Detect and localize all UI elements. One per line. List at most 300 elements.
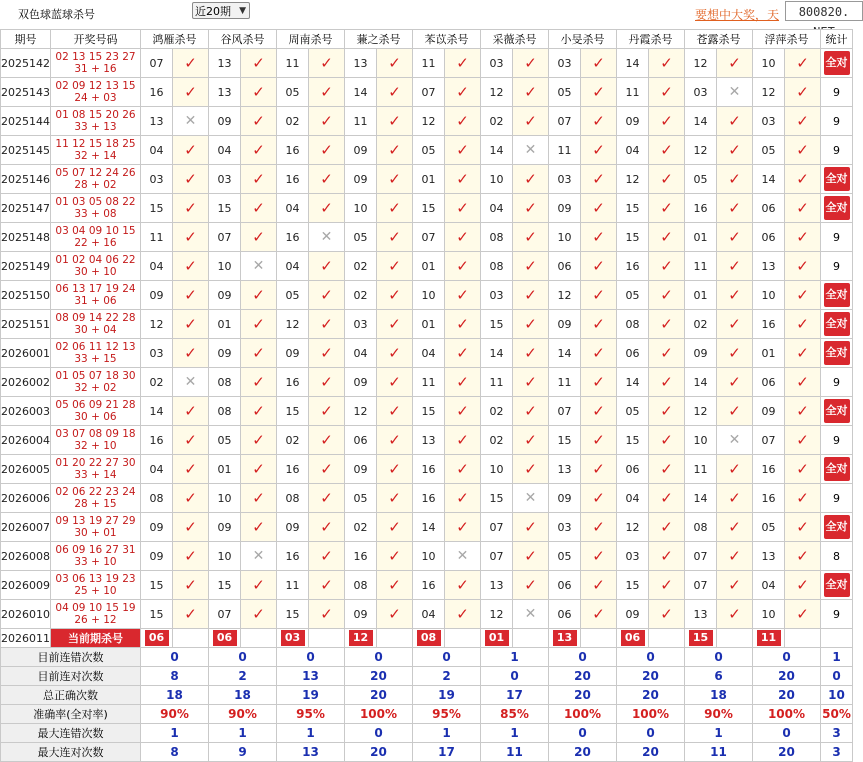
stat-cell — [821, 368, 853, 397]
draw-numbers-cell — [51, 107, 141, 136]
plus-sign: + — [87, 208, 104, 220]
stats-value: 0 — [753, 648, 821, 667]
check-icon: ✓ — [592, 576, 605, 594]
result-cell — [717, 194, 753, 223]
stat-cell — [821, 49, 853, 78]
column-header: 期号 — [1, 30, 51, 49]
result-cell — [241, 252, 277, 281]
draw-numbers-cell — [51, 571, 141, 600]
check-icon: ✓ — [660, 344, 673, 362]
check-icon: ✓ — [456, 460, 469, 478]
plus-sign: + — [87, 498, 104, 510]
check-icon: ✓ — [388, 286, 401, 304]
check-icon: ✓ — [796, 431, 809, 449]
kill-number-cell: 04 — [413, 600, 445, 629]
result-cell — [717, 600, 753, 629]
kill-number-cell: 09 — [209, 281, 241, 310]
result-cell — [309, 397, 345, 426]
check-icon: ✓ — [252, 576, 265, 594]
stats-value: 13 — [277, 667, 345, 686]
stats-value: 20 — [617, 686, 685, 705]
check-icon: ✓ — [660, 257, 673, 275]
kill-number-cell: 12 — [685, 397, 717, 426]
stats-value: 20 — [345, 743, 413, 762]
blue-ball: 02 — [103, 382, 117, 394]
kill-number-cell: 15 — [141, 600, 173, 629]
check-icon: ✓ — [796, 141, 809, 159]
kill-number-cell: 03 — [549, 49, 581, 78]
result-cell — [241, 600, 277, 629]
column-header: 蒹之杀号 — [345, 30, 413, 49]
check-icon: ✓ — [252, 112, 265, 130]
current-kill-number: 06 — [145, 630, 169, 646]
kill-number-cell: 05 — [685, 165, 717, 194]
result-cell — [717, 78, 753, 107]
period-cell: 2026007 — [1, 513, 51, 542]
check-icon: ✓ — [524, 344, 537, 362]
stat-cell — [821, 165, 853, 194]
result-cell — [513, 542, 549, 571]
result-cell — [445, 78, 481, 107]
check-icon: ✓ — [252, 373, 265, 391]
correct-count: 9 — [833, 491, 840, 505]
check-icon: ✓ — [592, 199, 605, 217]
result-cell — [309, 78, 345, 107]
stats-value: 9 — [209, 743, 277, 762]
result-cell — [241, 136, 277, 165]
kill-number-cell: 12 — [617, 513, 649, 542]
kill-number-cell: 09 — [209, 107, 241, 136]
kill-number-cell: 16 — [413, 571, 445, 600]
promo-marquee-link[interactable]: 要想中大奖，天 — [695, 8, 780, 22]
stat-cell — [821, 107, 853, 136]
result-cell — [173, 78, 209, 107]
result-cell — [785, 600, 821, 629]
plus-sign: + — [87, 527, 104, 539]
current-kill-number: 12 — [349, 630, 373, 646]
result-cell — [513, 484, 549, 513]
result-cell — [513, 194, 549, 223]
current-kill-cell — [277, 629, 309, 648]
kill-number-cell: 13 — [209, 78, 241, 107]
stats-value: 95% — [413, 705, 481, 724]
kill-number-cell: 12 — [617, 165, 649, 194]
check-icon: ✓ — [728, 170, 741, 188]
blue-ball: 06 — [103, 295, 117, 307]
result-cell — [513, 339, 549, 368]
red-balls: 02 09 12 13 15 24 — [55, 80, 136, 104]
stats-value: 20 — [617, 743, 685, 762]
check-icon: ✓ — [660, 489, 673, 507]
kill-number-cell: 10 — [209, 484, 241, 513]
kill-number-cell: 16 — [685, 194, 717, 223]
check-icon: ✓ — [388, 605, 401, 623]
kill-number-cell: 08 — [685, 513, 717, 542]
stats-value: 1 — [277, 724, 345, 743]
check-icon: ✓ — [320, 431, 333, 449]
stats-label: 总正确次数 — [1, 686, 141, 705]
column-header: 周南杀号 — [277, 30, 345, 49]
kill-number-cell: 02 — [481, 397, 513, 426]
result-cell — [309, 513, 345, 542]
result-cell — [581, 310, 617, 339]
stats-value: 90% — [685, 705, 753, 724]
table-row — [1, 339, 853, 368]
stats-value: 0 — [617, 648, 685, 667]
red-balls: 03 07 08 09 18 32 — [55, 428, 136, 452]
stats-value: 0 — [481, 667, 549, 686]
column-header: 苯苡杀号 — [413, 30, 481, 49]
kill-number-cell: 12 — [481, 78, 513, 107]
stats-label: 最大连对次数 — [1, 743, 141, 762]
kill-number-cell: 03 — [549, 165, 581, 194]
kill-number-cell: 07 — [481, 542, 513, 571]
kill-number-cell: 05 — [617, 281, 649, 310]
draw-numbers-cell — [51, 397, 141, 426]
red-balls: 04 09 10 15 19 26 — [55, 602, 136, 626]
check-icon: ✓ — [456, 518, 469, 536]
kill-number-cell: 05 — [277, 281, 309, 310]
current-kill-cell — [413, 629, 445, 648]
blue-ball: 10 — [103, 266, 117, 278]
current-kill-number: 06 — [213, 630, 237, 646]
result-cell — [513, 310, 549, 339]
result-cell — [241, 426, 277, 455]
kill-number-cell: 13 — [141, 107, 173, 136]
kill-number-cell: 09 — [277, 513, 309, 542]
check-icon: ✓ — [592, 257, 605, 275]
result-cell — [173, 513, 209, 542]
check-icon: ✓ — [184, 518, 197, 536]
kill-number-cell: 01 — [685, 223, 717, 252]
kill-number-cell: 03 — [141, 165, 173, 194]
check-icon: ✓ — [456, 402, 469, 420]
kill-number-cell: 09 — [209, 513, 241, 542]
result-cell — [785, 571, 821, 600]
result-cell — [649, 78, 685, 107]
stats-value: 0 — [413, 648, 481, 667]
result-cell — [309, 571, 345, 600]
result-cell — [785, 223, 821, 252]
kill-number-cell: 10 — [413, 281, 445, 310]
kill-number-cell: 15 — [617, 426, 649, 455]
kill-number-cell: 04 — [141, 252, 173, 281]
empty-cell — [513, 629, 549, 648]
result-cell — [717, 426, 753, 455]
column-header: 浮萍杀号 — [753, 30, 821, 49]
kill-number-cell: 04 — [277, 252, 309, 281]
plus-sign: + — [87, 469, 104, 481]
period-cell: 2025144 — [1, 107, 51, 136]
result-cell — [377, 165, 413, 194]
kill-number-cell: 02 — [481, 426, 513, 455]
kill-number-cell: 16 — [277, 136, 309, 165]
kill-number-cell: 16 — [345, 542, 377, 571]
check-icon: ✓ — [796, 199, 809, 217]
result-cell — [377, 194, 413, 223]
check-icon: ✓ — [796, 605, 809, 623]
result-cell — [785, 339, 821, 368]
result-cell — [649, 223, 685, 252]
correct-count: 9 — [833, 259, 840, 273]
all-correct-badge: 全对 — [824, 341, 850, 365]
kill-number-cell: 11 — [685, 455, 717, 484]
period-cell: 2025147 — [1, 194, 51, 223]
check-icon: ✓ — [456, 315, 469, 333]
kill-number-cell: 15 — [617, 223, 649, 252]
stats-value: 0 — [209, 648, 277, 667]
stats-label: 目前连对次数 — [1, 667, 141, 686]
check-icon: ✓ — [456, 170, 469, 188]
correct-count: 9 — [833, 433, 840, 447]
period-cell: 2026004 — [1, 426, 51, 455]
result-cell — [309, 426, 345, 455]
result-cell — [241, 571, 277, 600]
kill-number-cell: 06 — [753, 223, 785, 252]
stats-value: 2 — [413, 667, 481, 686]
check-icon: ✓ — [252, 460, 265, 478]
stats-value: 2 — [209, 667, 277, 686]
result-cell — [513, 49, 549, 78]
kill-number-cell: 16 — [277, 542, 309, 571]
check-icon: ✓ — [592, 460, 605, 478]
kill-number-cell: 12 — [685, 49, 717, 78]
kill-number-cell: 12 — [753, 78, 785, 107]
period-cell: 2025149 — [1, 252, 51, 281]
check-icon: ✓ — [456, 199, 469, 217]
result-cell — [717, 339, 753, 368]
plus-sign: + — [87, 150, 104, 162]
kill-number-cell: 16 — [617, 252, 649, 281]
kill-number-cell: 15 — [141, 571, 173, 600]
check-icon: ✓ — [728, 605, 741, 623]
check-icon: ✓ — [796, 112, 809, 130]
check-icon: ✓ — [184, 402, 197, 420]
period-cell: 2025145 — [1, 136, 51, 165]
column-header: 小旻杀号 — [549, 30, 617, 49]
stat-cell — [821, 78, 853, 107]
draw-numbers-cell — [51, 455, 141, 484]
stats-value: 8 — [141, 667, 209, 686]
current-kill-cell — [685, 629, 717, 648]
result-cell — [377, 339, 413, 368]
stats-row — [1, 705, 853, 724]
plus-sign: + — [87, 295, 104, 307]
kill-number-cell: 15 — [141, 194, 173, 223]
cross-icon: ✕ — [184, 113, 197, 129]
result-cell — [445, 542, 481, 571]
result-cell — [445, 281, 481, 310]
page-title: 双色球蓝球杀号 — [18, 8, 95, 21]
result-cell — [173, 49, 209, 78]
kill-number-cell: 14 — [685, 368, 717, 397]
blue-ball: 04 — [103, 324, 117, 336]
current-kill-cell — [209, 629, 241, 648]
result-cell — [173, 165, 209, 194]
result-cell — [241, 78, 277, 107]
result-cell — [445, 426, 481, 455]
kill-number-cell: 04 — [209, 136, 241, 165]
check-icon: ✓ — [184, 460, 197, 478]
check-icon: ✓ — [796, 315, 809, 333]
check-icon: ✓ — [320, 605, 333, 623]
result-cell — [377, 49, 413, 78]
check-icon: ✓ — [252, 344, 265, 362]
table-row — [1, 455, 853, 484]
draw-numbers-cell — [51, 49, 141, 78]
table-row — [1, 223, 853, 252]
kill-number-cell: 14 — [685, 107, 717, 136]
result-cell — [581, 542, 617, 571]
check-icon: ✓ — [592, 83, 605, 101]
result-cell — [581, 397, 617, 426]
check-icon: ✓ — [184, 228, 197, 246]
result-cell — [785, 310, 821, 339]
kill-number-cell: 10 — [481, 165, 513, 194]
result-cell — [649, 542, 685, 571]
current-kill-number: 13 — [553, 630, 577, 646]
period-cell: 2026002 — [1, 368, 51, 397]
kill-number-cell: 03 — [617, 542, 649, 571]
red-balls: 01 03 05 08 22 33 — [55, 196, 136, 220]
kill-number-cell: 05 — [753, 513, 785, 542]
draw-numbers-cell — [51, 513, 141, 542]
kill-number-cell: 16 — [277, 368, 309, 397]
result-cell — [445, 136, 481, 165]
check-icon: ✓ — [388, 54, 401, 72]
stat-cell — [821, 542, 853, 571]
blue-ball: 10 — [103, 585, 117, 597]
kill-number-cell: 15 — [277, 600, 309, 629]
kill-number-cell: 07 — [141, 49, 173, 78]
kill-number-cell: 14 — [549, 339, 581, 368]
check-icon: ✓ — [184, 286, 197, 304]
check-icon: ✓ — [524, 54, 537, 72]
result-cell — [649, 194, 685, 223]
check-icon: ✓ — [728, 199, 741, 217]
result-cell — [377, 107, 413, 136]
check-icon: ✓ — [320, 489, 333, 507]
check-icon: ✓ — [728, 373, 741, 391]
result-cell — [717, 484, 753, 513]
result-cell — [649, 571, 685, 600]
check-icon: ✓ — [728, 257, 741, 275]
check-icon: ✓ — [456, 257, 469, 275]
result-cell — [309, 223, 345, 252]
kill-number-cell: 10 — [753, 49, 785, 78]
result-cell — [445, 455, 481, 484]
period-cell: 2026010 — [1, 600, 51, 629]
result-cell — [377, 542, 413, 571]
result-cell — [173, 339, 209, 368]
result-cell — [513, 252, 549, 281]
red-balls: 01 08 15 20 26 33 — [55, 109, 136, 133]
current-kill-number: 06 — [621, 630, 645, 646]
stats-value: 20 — [753, 686, 821, 705]
check-icon: ✓ — [184, 199, 197, 217]
table-row — [1, 542, 853, 571]
red-balls: 03 04 09 10 15 22 — [55, 225, 136, 249]
kill-number-cell: 03 — [753, 107, 785, 136]
kill-number-cell: 01 — [413, 165, 445, 194]
kill-number-cell: 09 — [617, 600, 649, 629]
kill-number-cell: 14 — [345, 78, 377, 107]
result-cell — [445, 107, 481, 136]
result-cell — [241, 397, 277, 426]
blue-ball: 15 — [103, 498, 117, 510]
result-cell — [785, 368, 821, 397]
stats-value: 3 — [821, 743, 853, 762]
result-cell — [377, 136, 413, 165]
stats-row — [1, 667, 853, 686]
result-cell — [581, 223, 617, 252]
kill-number-cell: 09 — [345, 165, 377, 194]
result-cell — [173, 281, 209, 310]
result-cell — [241, 455, 277, 484]
period-range-select[interactable] — [192, 2, 250, 19]
current-kill-cell — [753, 629, 785, 648]
stats-value: 95% — [277, 705, 345, 724]
result-cell — [785, 455, 821, 484]
kill-number-cell: 06 — [753, 368, 785, 397]
kill-number-cell: 11 — [345, 107, 377, 136]
kill-number-cell: 13 — [753, 252, 785, 281]
kill-number-cell: 02 — [345, 513, 377, 542]
result-cell — [173, 542, 209, 571]
check-icon: ✓ — [796, 547, 809, 565]
stats-row — [1, 686, 853, 705]
check-icon: ✓ — [524, 547, 537, 565]
correct-count: 9 — [833, 114, 840, 128]
result-cell — [785, 542, 821, 571]
result-cell — [581, 49, 617, 78]
all-correct-badge: 全对 — [824, 167, 850, 191]
stats-value: 11 — [685, 743, 753, 762]
kill-number-cell: 12 — [685, 136, 717, 165]
check-icon: ✓ — [660, 54, 673, 72]
kill-number-cell: 03 — [345, 310, 377, 339]
result-cell — [649, 368, 685, 397]
result-cell — [785, 513, 821, 542]
check-icon: ✓ — [524, 402, 537, 420]
kill-number-cell: 03 — [481, 49, 513, 78]
all-correct-badge: 全对 — [824, 515, 850, 539]
plus-sign: + — [87, 63, 104, 75]
result-cell — [649, 252, 685, 281]
empty-cell — [309, 629, 345, 648]
result-cell — [377, 281, 413, 310]
check-icon: ✓ — [184, 54, 197, 72]
result-cell — [785, 107, 821, 136]
stats-value: 0 — [345, 648, 413, 667]
check-icon: ✓ — [660, 199, 673, 217]
current-kill-number: 11 — [757, 630, 781, 646]
check-icon: ✓ — [184, 170, 197, 188]
result-cell — [581, 368, 617, 397]
result-cell — [649, 600, 685, 629]
check-icon: ✓ — [524, 576, 537, 594]
kill-number-cell: 16 — [277, 165, 309, 194]
stats-value: 20 — [549, 686, 617, 705]
column-header: 鸿雁杀号 — [141, 30, 209, 49]
result-cell — [581, 484, 617, 513]
check-icon: ✓ — [592, 373, 605, 391]
cross-icon: ✕ — [456, 548, 469, 564]
check-icon: ✓ — [320, 576, 333, 594]
stats-value: 0 — [141, 648, 209, 667]
check-icon: ✓ — [456, 228, 469, 246]
kill-number-cell: 12 — [277, 310, 309, 339]
